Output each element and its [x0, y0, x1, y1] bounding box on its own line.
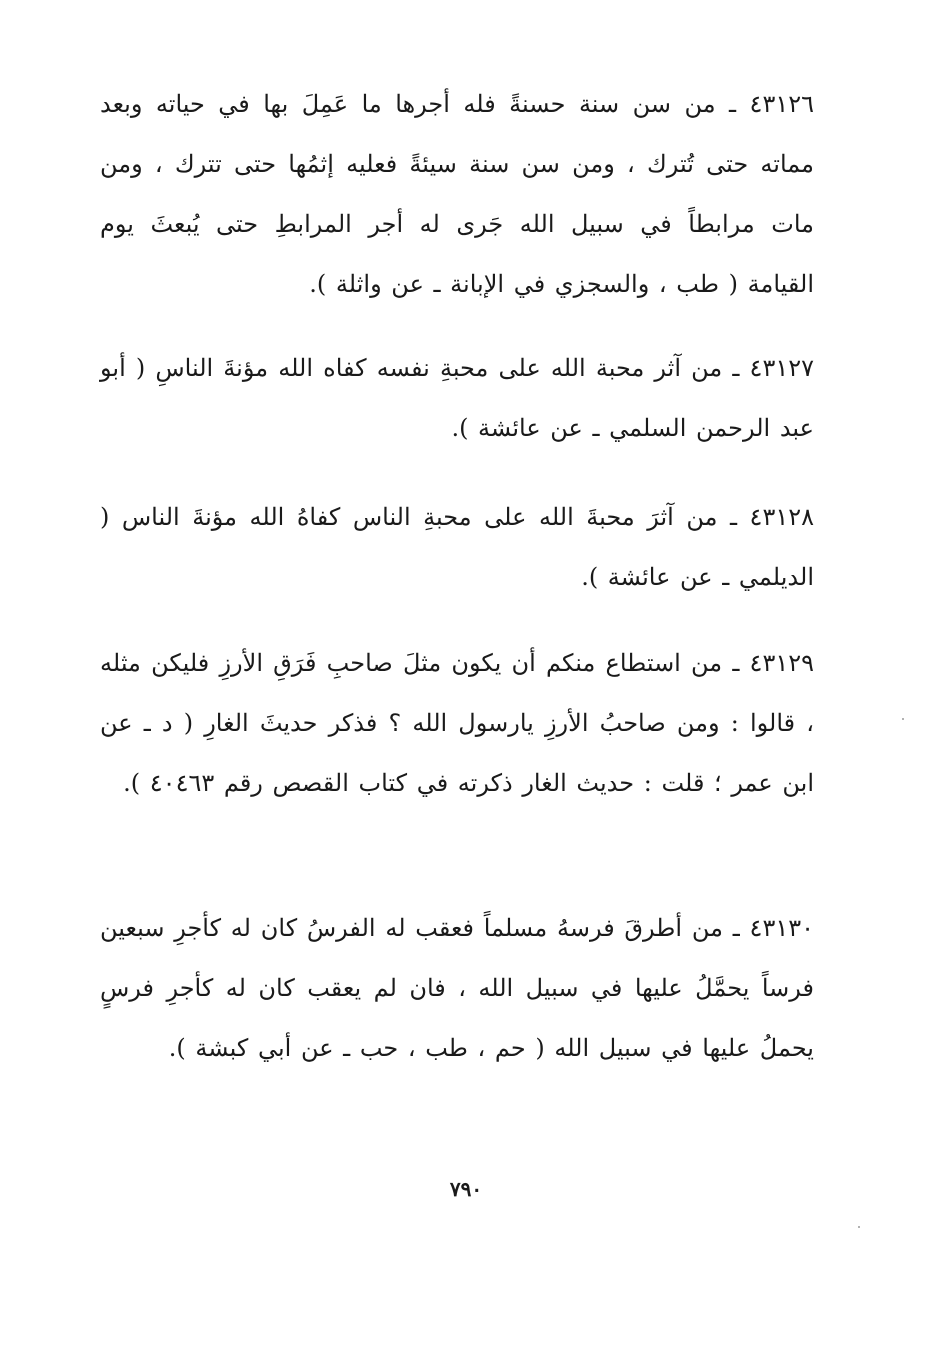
scan-speck: [902, 718, 904, 720]
scan-speck: [858, 1226, 860, 1228]
page-number: ٧٩٠: [449, 1177, 483, 1201]
hadith-entry-43130: ٤٣١٣٠ ـ من أطرقَ فرسهُ مسلماً فعقب له الفرسُ كان له كأجرِ سبعين فرساً يحمَّلُ عليها في سبيل الله ، فان لم يعقب كان له كأجرِ فرسٍ يحملُ عليها في سبيل الله ( حم ، طب ، حب ـ عن أبي كبشة ).: [100, 914, 814, 1062]
hadith-entry-43128: ٤٣١٢٨ ـ من آثرَ محبةَ الله على محبةِ الناس كفاهُ الله مؤنةَ الناس ( الديلمي ـ عن عائشة ).: [100, 503, 814, 591]
hadith-entry-43129: ٤٣١٢٩ ـ من استطاع منكم أن يكون مثلَ صاحبِ فَرَقِ الأرزِ فليكن مثله ، قالوا : ومن صاحبُ الأرزِ يارسول الله ؟ فذكر حديثَ الغارِ ( د ـ عن ابن عمر ؛ قلت : حديث الغار ذكرته في كتاب القصص رقم ٤٠٤٦٣ ).: [100, 649, 814, 797]
hadith-entry-43126: ٤٣١٢٦ ـ من سن سنة حسنةً فله أجرها ما عَمِلَ بها في حياته وبعد مماته حتى تُترك ، ومن سن سنة سيئةً فعليه إثمُها حتى تترك ، ومن مات مرابطاً في سبيل الله جَرى له أجر المرابطِ حتى يُبعثَ يوم القيامة ( طب ، والسجزي في الإبانة ـ عن واثلة ).: [100, 90, 815, 298]
hadith-entry-43127: ٤٣١٢٧ ـ من آثر محبة الله على محبةِ نفسه كفاه الله مؤنةَ الناسِ ( أبو عبد الرحمن السلمي ـ عن عائشة ).: [100, 354, 814, 442]
